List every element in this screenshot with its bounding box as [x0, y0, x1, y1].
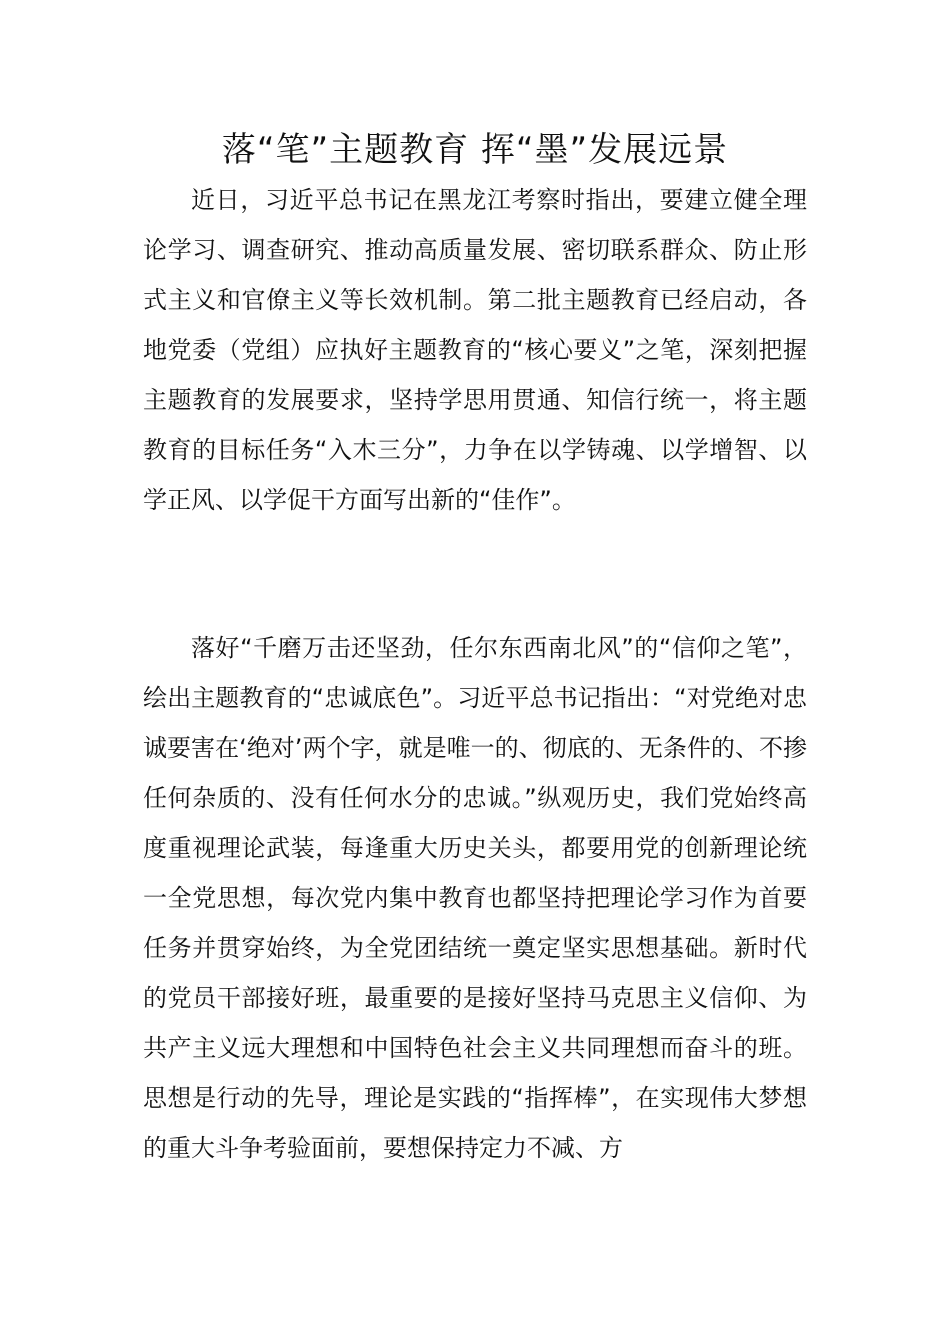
paragraph-faith: 落好“千磨万击还坚劲，任尔东西南北风”的“信仰之笔”，绘出主题教育的“忠诚底色”。习近平总书记指出：“对党绝对忠诚要害在‘绝对’两个字，就是唯一的、彻底的、无条件的、不掺任何杂质的、没有任何水分的忠诚。”纵观历史，我们党始终高度重视理论武装，每逢重大历史关头，都要用党的创新理论统一全党思想，每次党内集中教育也都坚持把理论学习作为首要任务并贯穿始终，为全党团结统一奠定坚实思想基础。新时代的党员干部接好班，最重要的是接好坚持马克思主义信仰、为共产主义远大理想和中国特色社会主义共同理想而奋斗的班。思想是行动的先导，理论是实践的“指挥棒”，在实现伟大梦想的重大斗争考验面前，要想保持定力不减、方: [143, 634, 807, 1162]
document-title: 落“笔”主题教育 挥“墨”发展远景: [221, 130, 729, 170]
paragraph-intro: 近日，习近平总书记在黑龙江考察时指出，要建立健全理论学习、调查研究、推动高质量发展、密切联系群众、防止形式主义和官僚主义等长效机制。第二批主题教育已经启动，各地党委（党组）应执好主题教育的“核心要义”之笔，深刻把握主题教育的发展要求，坚持学思用贯通、知信行统一，将主题教育的目标任务“入木三分”，力争在以学铸魂、以学增智、以学正风、以学促干方面写出新的“佳作”。: [143, 186, 807, 514]
